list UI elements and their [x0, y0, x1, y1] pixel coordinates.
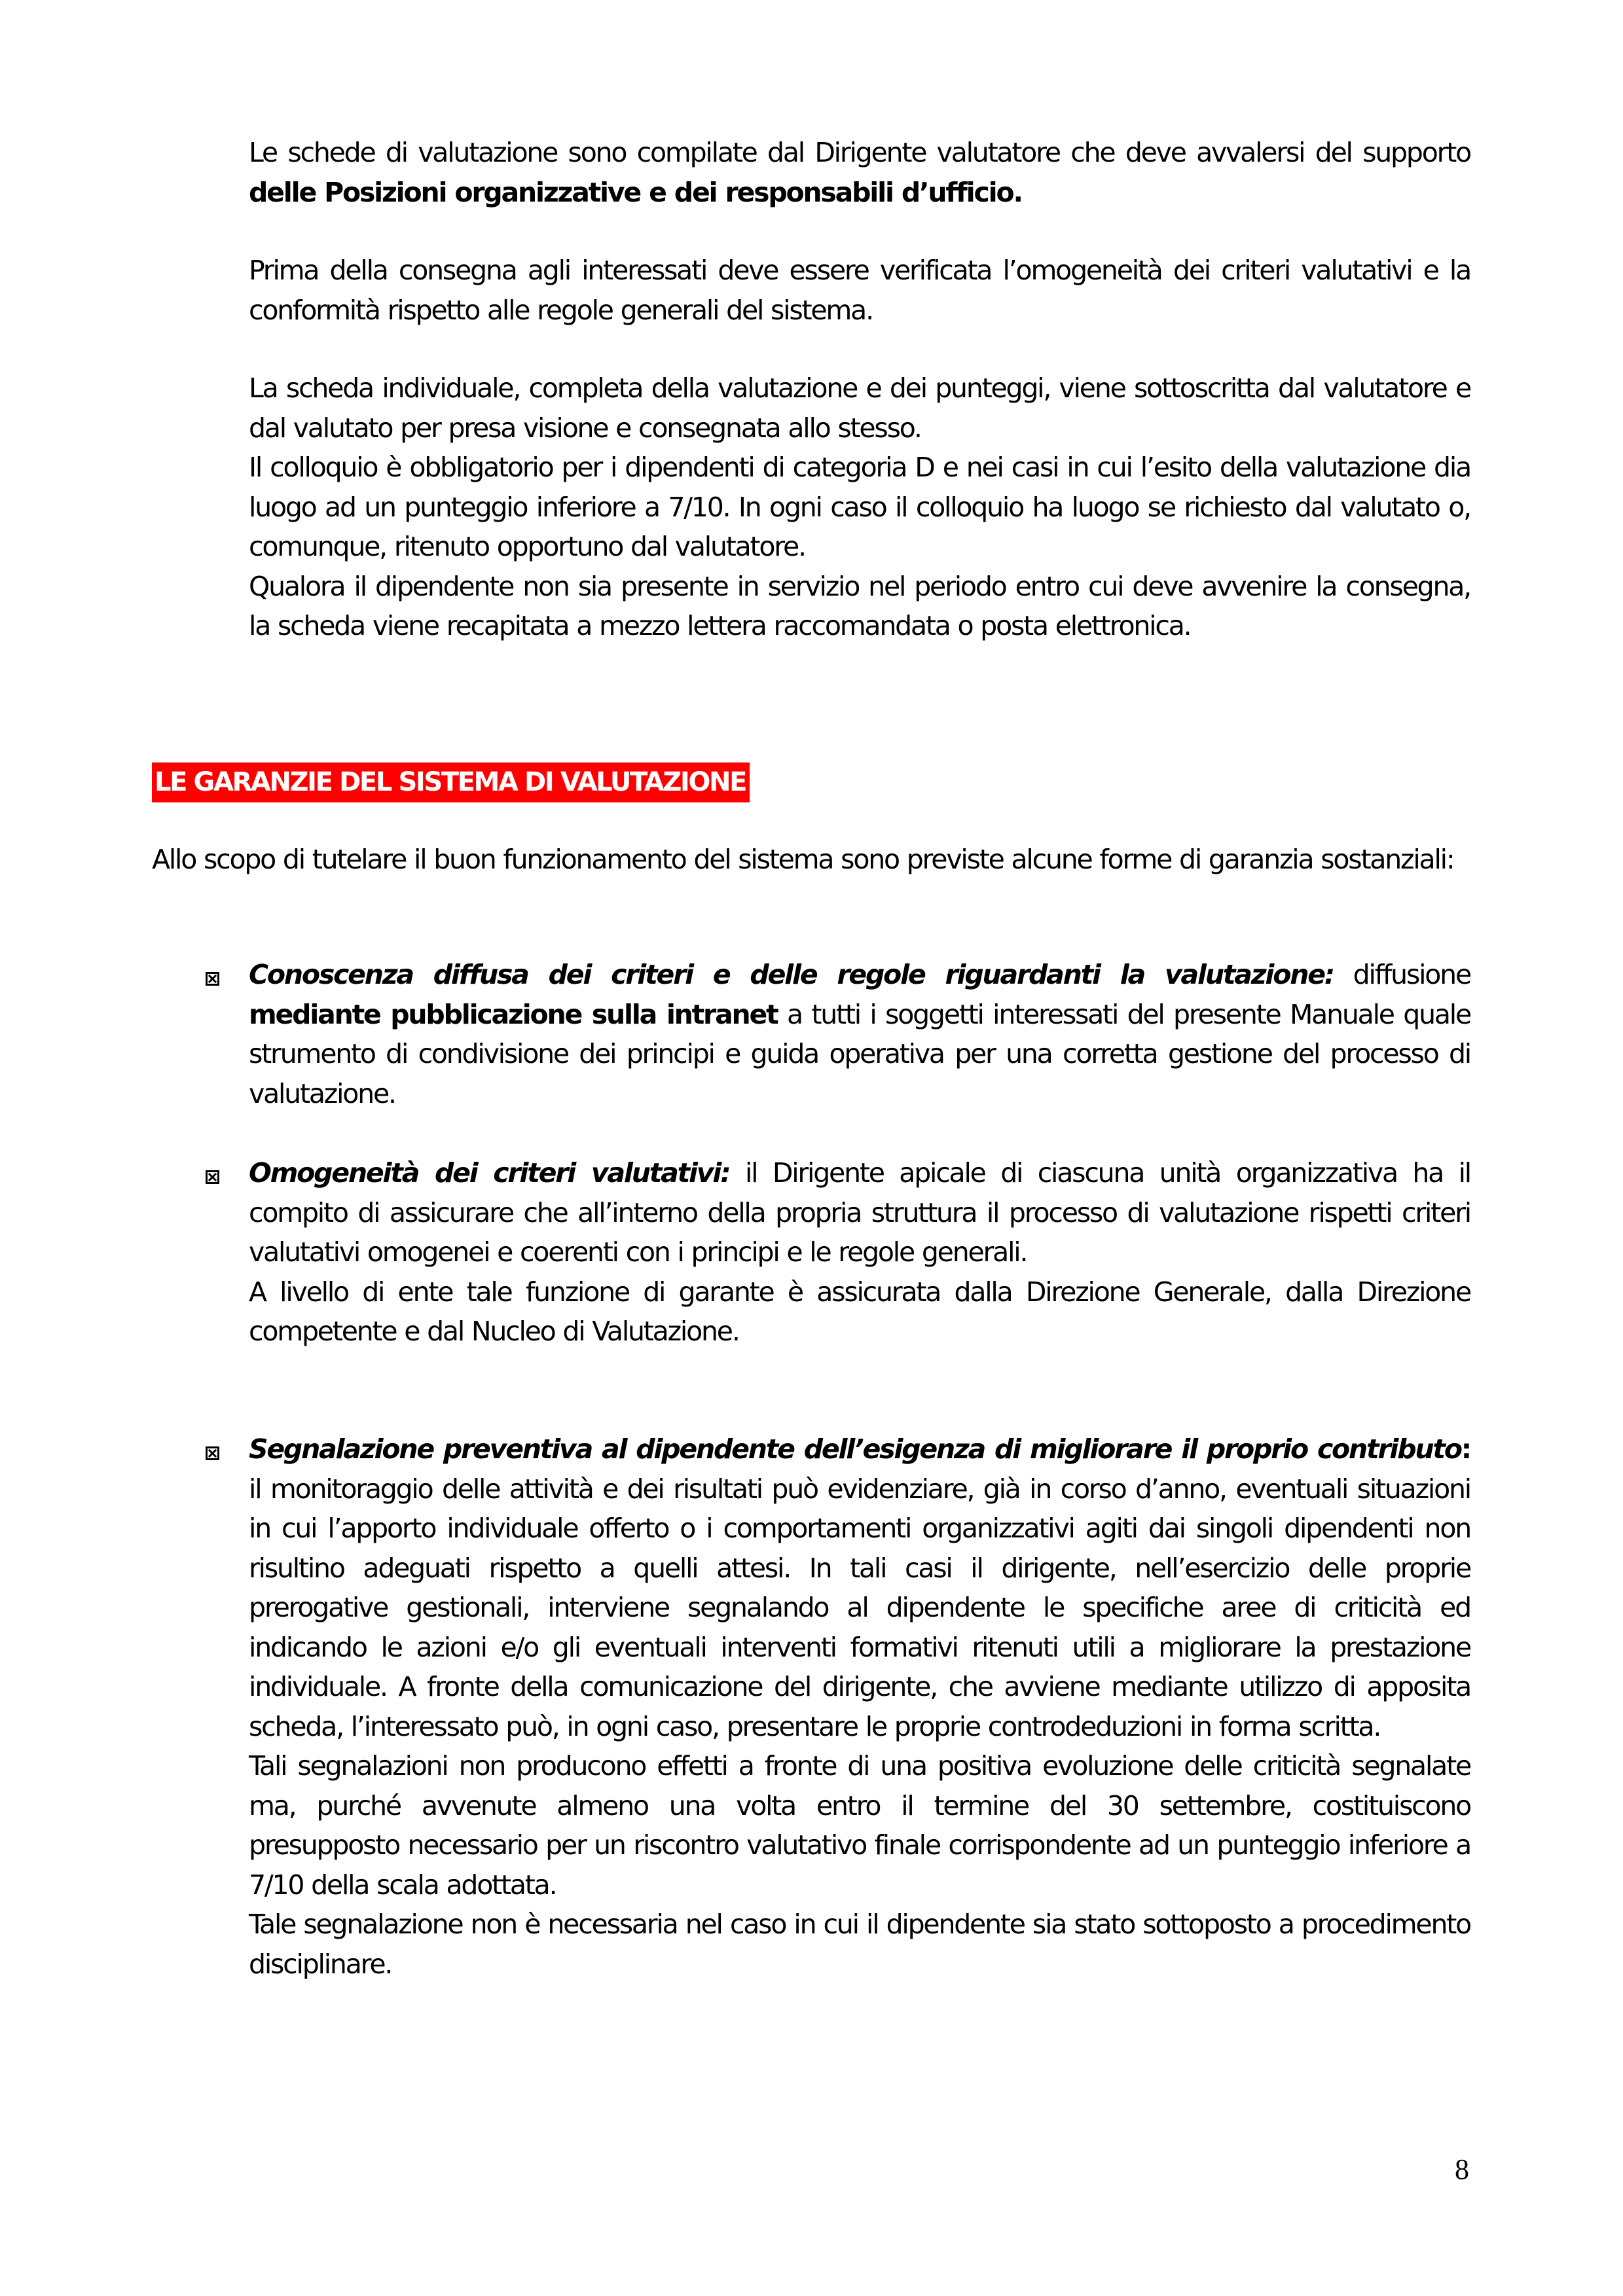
paragraph-text: Le schede di valutazione sono compilate dal Dirigente valutatore che deve avvalersi del supporto [249, 137, 1470, 168]
bullet-title: Omogeneità dei criteri valutativi: [249, 1157, 730, 1189]
bullet-title: Segnalazione preventiva al dipendente dell’esigenza di migliorare il proprio contributo [249, 1433, 1461, 1465]
paragraph-scheda-individuale: La scheda individuale, completa della valutazione e dei punteggi, viene sottoscritta dal valutatore e dal valutato per presa visione e consegnata allo stesso. [249, 372, 1470, 444]
checkbox-x-icon [206, 1170, 219, 1184]
bullet-item-omogeneita [249, 1153, 1470, 1352]
bullet-content [249, 1429, 1470, 1746]
paragraph-bold-text: delle Posizioni organizzative e dei responsabili d’ufficio. [249, 176, 1022, 208]
paragraph-colloquio: Il colloquio è obbligatorio per i dipendenti di categoria D e nei casi in cui l’esito della valutazione dia luogo ad un punteggio inferiore a 7/10. In ogni caso il colloquio ha luogo se richiesto dal valutato o, comunque, ritenuto opportuno dal valutatore. [249, 452, 1470, 562]
section-heading: LE GARANZIE DEL SISTEMA DI VALUTAZIONE [152, 762, 750, 802]
bullet-content [249, 955, 1470, 1113]
bullet-title-colon: : [1461, 1433, 1470, 1465]
checkbox-x-icon [206, 1446, 219, 1460]
bullet-text-secondary: Tali segnalazioni non producono effetti a fronte di una positiva evoluzione delle criticità segnalate ma, purché avvenute almeno una volta entro il termine del 30 settembre, costituiscono presupposto necessario per un riscontro valutativo finale corrispondente ad un punteggio inferiore a 7/10 della scala adottata. [249, 1750, 1470, 1901]
bullet-text: a tutti i soggetti interessati del presente Manuale quale strumento di condivisione dei principi e guida operativa per una corretta gestione del processo di valutazione. [249, 998, 1470, 1109]
bullet-text-tertiary: Tale segnalazione non è necessaria nel caso in cui il dipendente sia stato sottoposto a procedimento disciplinare. [249, 1909, 1470, 1980]
bullet-text: diffusione [1334, 959, 1470, 990]
bullet-text-secondary: A livello di ente tale funzione di garante è assicurata dalla Direzione Generale, dalla Direzione competente e dal Nucleo di Valutazione. [249, 1276, 1470, 1347]
bullet-item-conoscenza [249, 955, 1470, 1113]
bullet-item-segnalazione [249, 1429, 1470, 1984]
bullet-title: Conoscenza diffusa dei criteri e delle regole riguardanti la valutazione: [249, 959, 1334, 990]
bullet-bold-text: mediante pubblicazione sulla intranet [249, 998, 778, 1030]
paragraph-block-colloquio [249, 368, 1470, 646]
bullet-text: il monitoraggio delle attività e dei risultati può evidenziare, già in corso d’anno, eventuali situazioni in cui l’apporto individuale offerto o i comportamenti organizzativi agiti dai singoli dipendenti non risultino adeguati rispetto a quelli attesi. In tali casi il dirigente, nell’esercizio delle proprie prerogative gestionali, interviene segnalando al dipendente le specifiche aree di criticità ed indicando le azioni e/o gli eventuali interventi formativi ritenuti utili a migliorare la prestazione individuale. A fronte della comunicazione del dirigente, che avviene mediante utilizzo di apposita scheda, l’interessato può, in ogni caso, presentare le proprie controdeduzioni in forma scritta. [249, 1473, 1470, 1742]
checkbox-x-icon [206, 972, 219, 986]
page-number: 8 [1455, 2153, 1469, 2185]
paragraph-omogeneita-consegna: Prima della consegna agli interessati deve essere verificata l’omogeneità dei criteri valutativi e la conformità rispetto alle regole generali del sistema. [249, 255, 1470, 326]
paragraph-schede-compilazione [249, 133, 1470, 212]
paragraph-consegna-assente: Qualora il dipendente non sia presente in servizio nel periodo entro cui deve avvenire la consegna, la scheda viene recapitata a mezzo lettera raccomandata o posta elettronica. [249, 570, 1470, 641]
bullet-text: il Dirigente apicale di ciascuna unità organizzativa ha il compito di assicurare che all’interno della propria struttura il processo di valutazione rispetti criteri valutativi omogenei e coerenti con i principi e le regole generali. [249, 1157, 1470, 1268]
paragraph-intro-garanzie: Allo scopo di tutelare il buon funzionamento del sistema sono previste alcune forme di garanzia sostanziali: [152, 844, 1454, 875]
bullet-content [249, 1153, 1470, 1272]
